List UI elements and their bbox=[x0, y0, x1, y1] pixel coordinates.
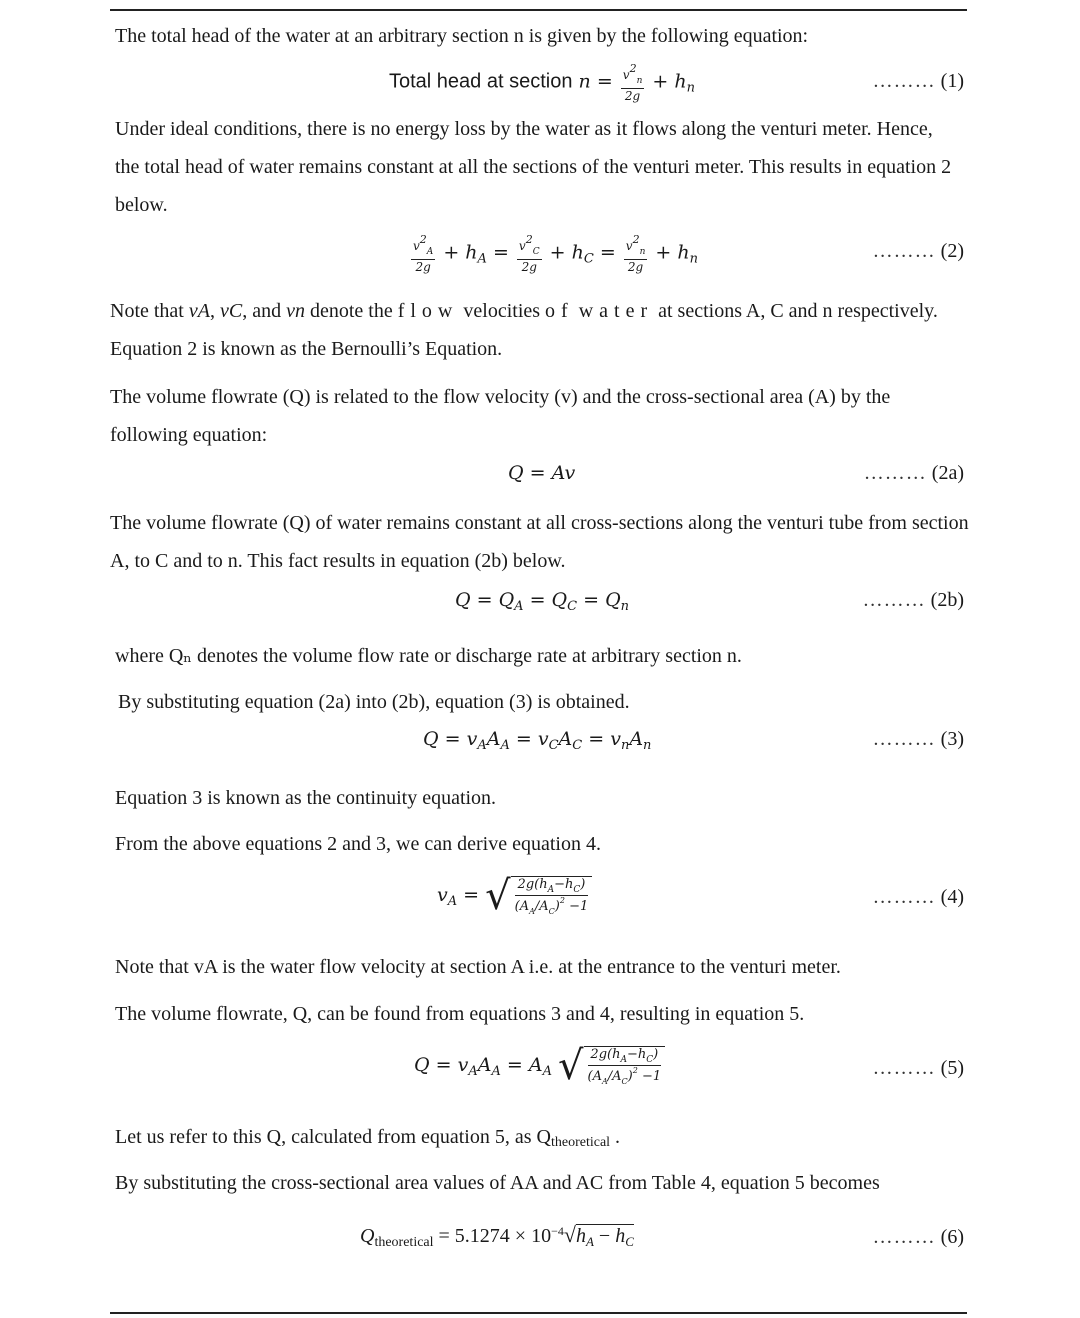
paragraph-5: The volume flowrate (Q) of water remains constant at all cross-sections along the venturi tube from section A, to C and to n. This fact results in equation (2b) below. bbox=[110, 512, 969, 572]
paragraph-10: Note that vA is the water flow velocity at section A i.e. at the entrance to the venturi meter. bbox=[115, 956, 841, 978]
paragraph-4: The volume flowrate (Q) is related to the flow velocity (v) and the cross-sectional area (A) by the following equation: bbox=[110, 386, 891, 446]
top-rule bbox=[110, 9, 967, 11]
equation-2a-number: ……… (2a) bbox=[863, 462, 964, 484]
paragraph-7: By substituting equation (2a) into (2b), equation (3) is obtained. bbox=[118, 691, 630, 713]
bottom-rule bbox=[110, 1312, 967, 1314]
equation-4-number: ……… (4) bbox=[872, 886, 964, 908]
equation-6: $Q_{theoretical} = 5.1274 \times 10^{-4}√h_A - h_C$ bbox=[360, 1222, 634, 1250]
paragraph-12: Let us refer to this Q, calculated from equation 5, as Qtheoretical . bbox=[115, 1126, 621, 1150]
equation-3-number: ……… (3) bbox=[872, 728, 964, 750]
equation-2b-number: ……… (2b) bbox=[862, 589, 964, 611]
equation-3: $Q = v_AA_A = v_CA_C = v_nA_n$ bbox=[423, 728, 652, 753]
equation-1-number: ……… (1) bbox=[872, 70, 964, 92]
equation-4: $v_A$ = √ $\frac{2g(h_A-h_C)}{(A_A/A_C)^2 -1}$ bbox=[437, 873, 592, 919]
paragraph-8: Equation 3 is known as the continuity equation. bbox=[115, 787, 497, 809]
equation-2: $\frac{v2_A}{2g}$ + $h_A$ = $\frac{v2_C}{2g}$ + $h_C$ = $\frac{v2_n}{2g}$ + $h_n$ bbox=[413, 233, 698, 274]
paragraph-3: Note that vA, vC, and vn denote the flow velocities of water at sections A, C and n respectively. Equation 2 is known as the Bernoulli’s Equation. bbox=[110, 300, 938, 360]
equation-2a: Q = Av bbox=[508, 462, 576, 484]
equation-5-number: ……… (5) bbox=[872, 1057, 964, 1079]
equation-6-number: ……… (6) bbox=[872, 1226, 964, 1248]
equation-5: $Q = v_AA_A = A_A$ √ $\frac{2g(h_A-h_C)}{(A_A/A_C)^2 -1}$ bbox=[414, 1043, 665, 1089]
paragraph-2: Under ideal conditions, there is no energy loss by the water as it flows along the venturi meter. Hence, the total head of water remains constant at all the sections of the venturi meter. This results in equation 2 below. bbox=[115, 118, 952, 216]
equation-2b: $Q = Q_A = Q_C = Q_n$ bbox=[455, 589, 630, 614]
paragraph-13: By substituting the cross-sectional area values of AA and AC from Table 4, equation 5 becomes bbox=[115, 1172, 880, 1194]
equation-2-number: ……… (2) bbox=[872, 240, 964, 262]
equation-1: Total head at section n = $\frac{v2_n}{2g}$ + $h_n$ bbox=[389, 62, 695, 103]
paragraph-9: From the above equations 2 and 3, we can derive equation 4. bbox=[115, 833, 601, 855]
paragraph-6: where Qₙ denotes the volume flow rate or discharge rate at arbitrary section n. bbox=[115, 645, 742, 667]
paragraph-11: The volume flowrate, Q, can be found from equations 3 and 4, resulting in equation 5. bbox=[115, 1003, 805, 1025]
paragraph-1: The total head of the water at an arbitrary section n is given by the following equation: bbox=[115, 25, 809, 47]
